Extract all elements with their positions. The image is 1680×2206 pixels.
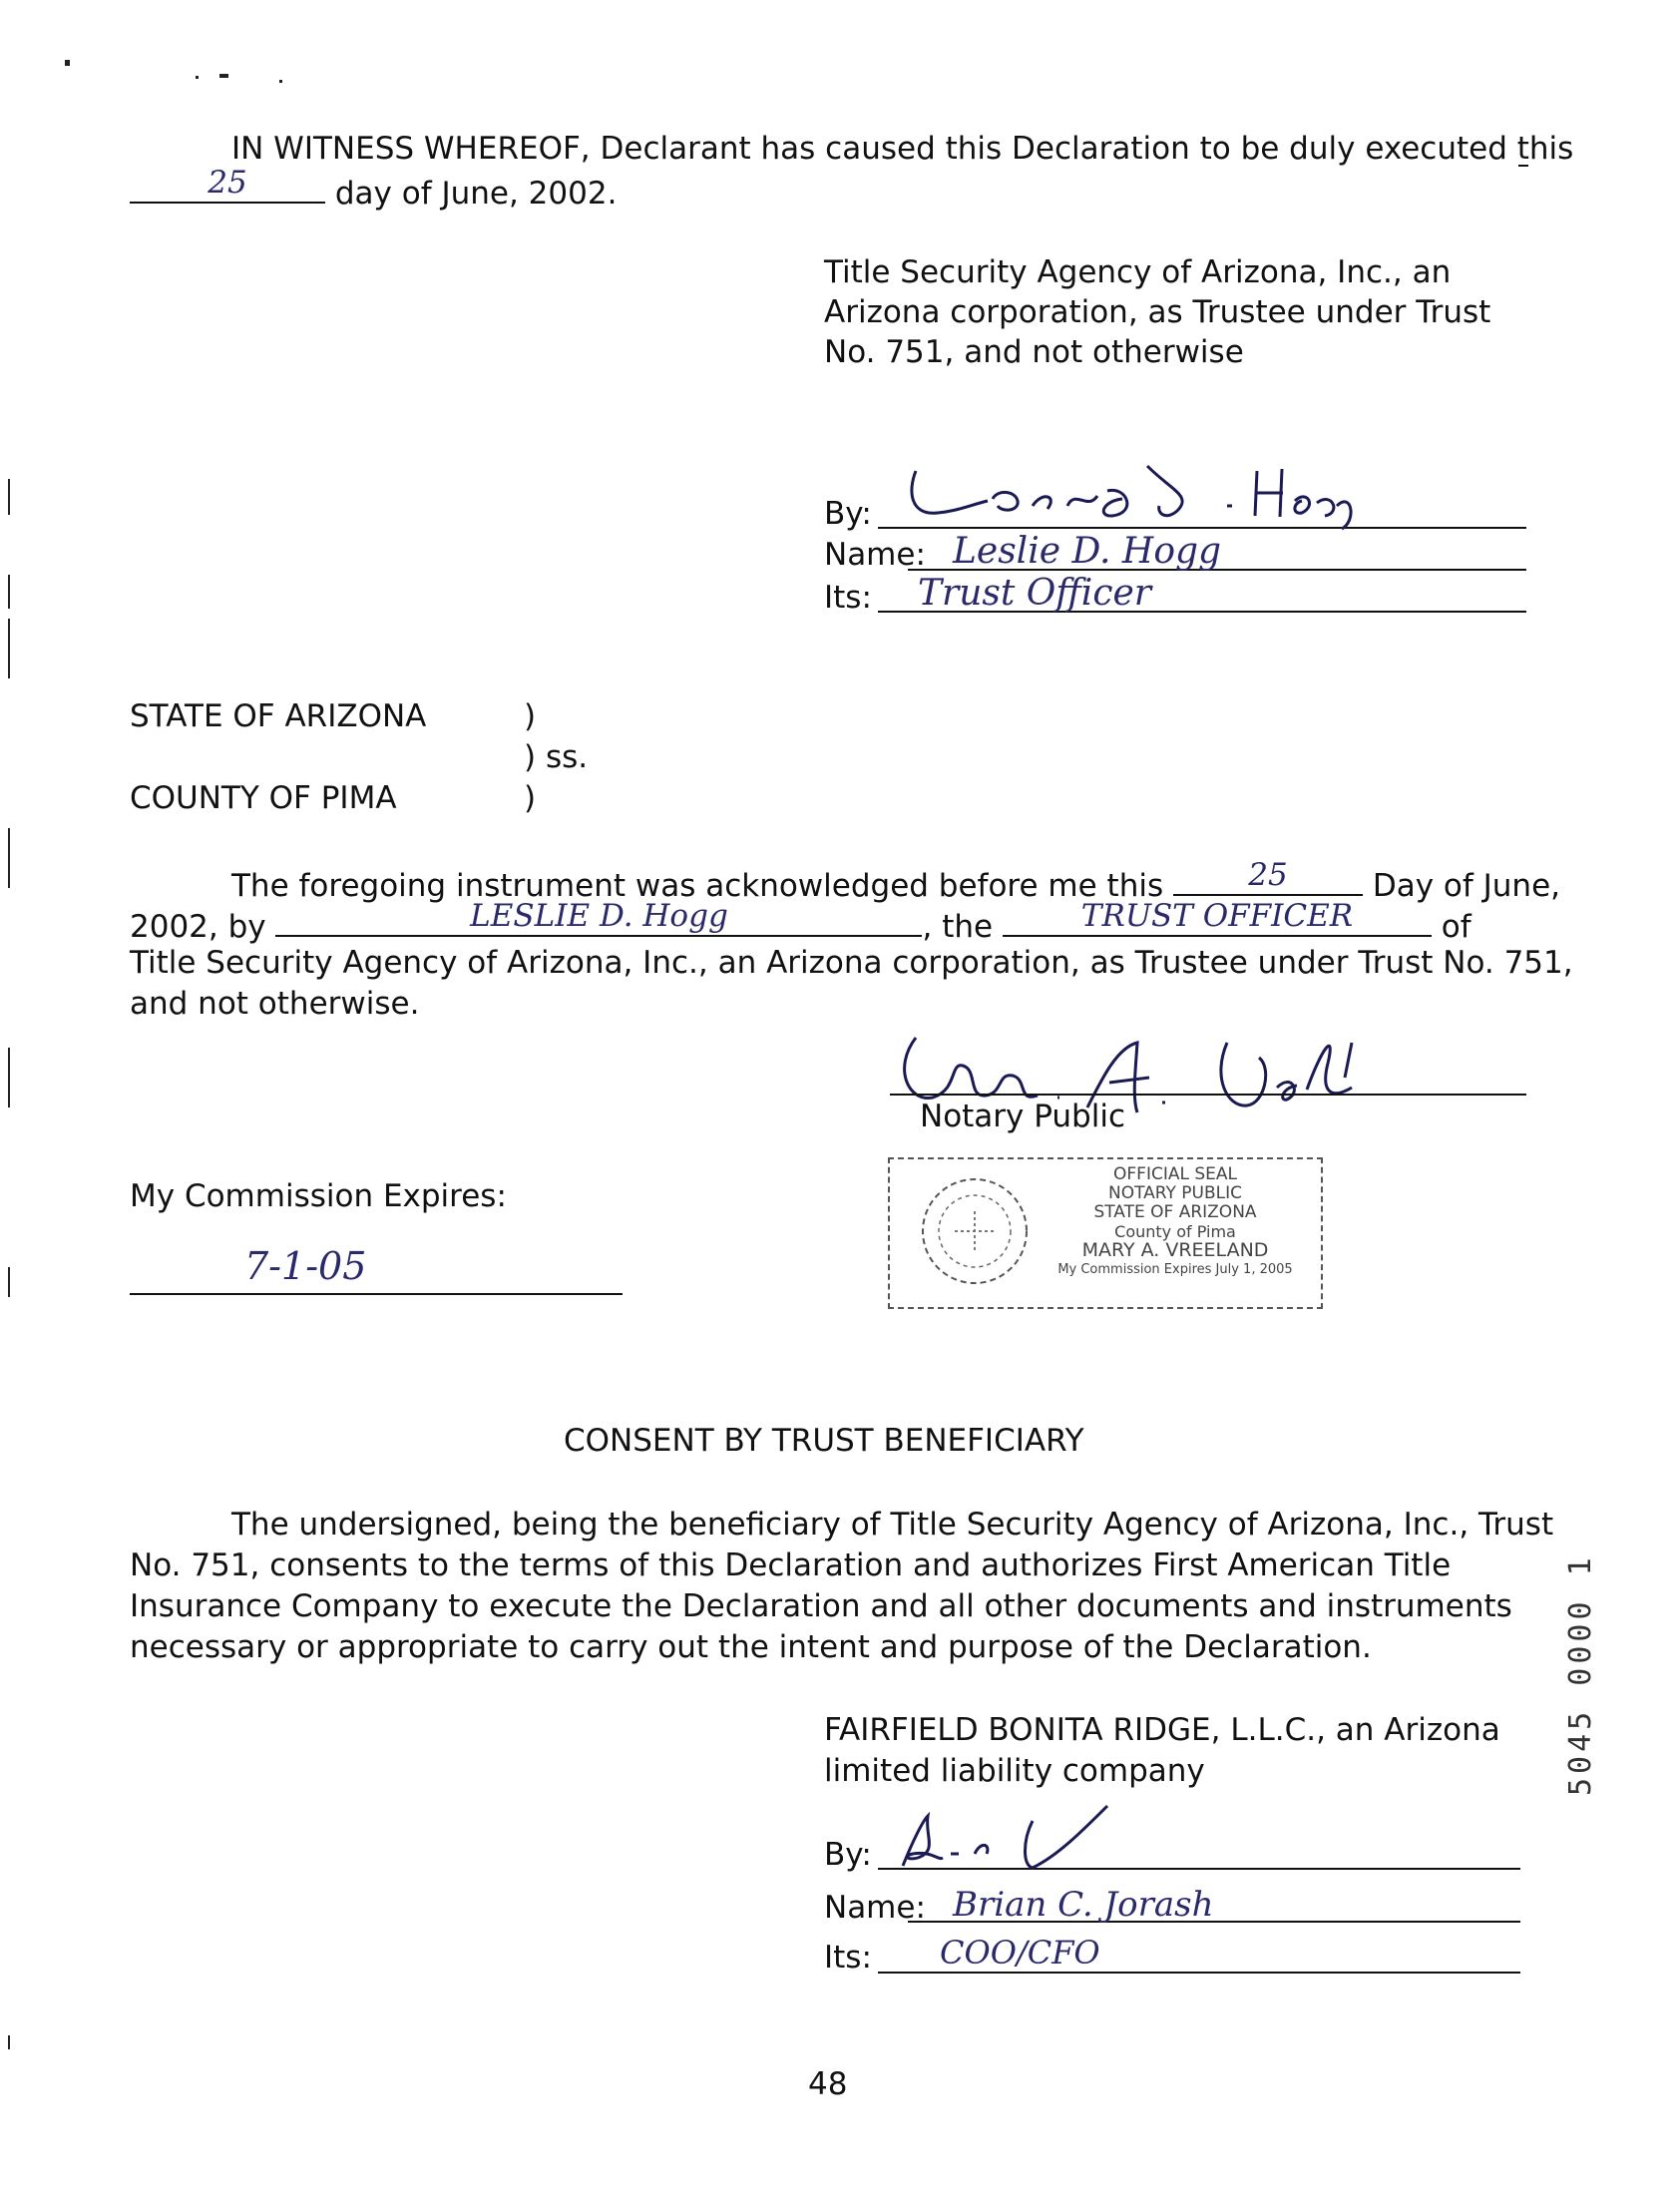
- commission-date-handwritten: 7-1-05: [244, 1244, 367, 1288]
- scan-speck: [8, 575, 10, 609]
- page-number: 48: [808, 2066, 848, 2102]
- ack-person-handwritten: LESLIE D. Hogg: [470, 898, 728, 934]
- stamp-line-6: My Commission Expires July 1, 2005: [1057, 1262, 1293, 1277]
- stamp-line-1: OFFICIAL SEAL: [1113, 1164, 1237, 1184]
- ack-part-1: The foregoing instrument was acknowledged before me this: [231, 868, 1164, 904]
- scan-speck: [196, 76, 199, 79]
- scan-speck: [8, 828, 10, 888]
- ack-line-3: Title Security Agency of Arizona, Inc., an Arizona corporation, as Trustee under Trust No. 751,: [130, 945, 1573, 981]
- notary-stamp: [888, 1157, 1323, 1309]
- witness-day-text: day of June, 2002.: [334, 176, 618, 212]
- witness-line-1: IN WITNESS WHEREOF, Declarant has caused this Declaration to be duly executed this: [231, 131, 1574, 167]
- ack-day-handwritten: 25: [1248, 857, 1288, 893]
- trustee-name-label: Name:: [824, 537, 926, 573]
- witness-day-blank: [130, 165, 325, 204]
- beneficiary-line-1: FAIRFIELD BONITA RIDGE, L.L.C., an Arizona: [824, 1712, 1500, 1748]
- ack-year-by: 2002, by: [130, 909, 266, 945]
- scan-speck: [65, 60, 70, 66]
- trustee-by-label: By:: [824, 496, 872, 532]
- ack-day-blank: [1173, 857, 1363, 896]
- beneficiary-signature: [883, 1796, 1182, 1876]
- ack-of: of: [1441, 909, 1471, 945]
- trustee-line-1: Title Security Agency of Arizona, Inc., an: [824, 254, 1452, 290]
- notary-seal-icon: [910, 1171, 1040, 1291]
- consent-para-3: Insurance Company to execute the Declaration and all other documents and instruments: [130, 1588, 1512, 1624]
- stamp-line-5: MARY A. VREELAND: [1081, 1239, 1269, 1261]
- scan-speck: [8, 1048, 10, 1107]
- consent-para-2: No. 751, consents to the terms of this Declaration and authorizes First American Title: [130, 1547, 1452, 1583]
- trustee-signature: [898, 451, 1357, 531]
- ack-line-4: and not otherwise.: [130, 986, 420, 1022]
- side-recording-stamp: 5045 0000 1: [1563, 1553, 1598, 1796]
- beneficiary-by-label: By:: [824, 1837, 872, 1873]
- ack-line-2: [130, 898, 1471, 948]
- beneficiary-name-handwritten: Brian C. Jorash: [953, 1885, 1214, 1925]
- stamp-line-4: County of Pima: [1114, 1222, 1236, 1241]
- beneficiary-line-2: limited liability company: [824, 1753, 1205, 1789]
- venue-paren-1: ): [524, 698, 537, 734]
- scan-speck: [8, 479, 10, 515]
- venue-county: COUNTY OF PIMA: [130, 780, 397, 816]
- commission-label: My Commission Expires:: [130, 1178, 507, 1214]
- witness-day-handwritten: 25: [208, 165, 247, 201]
- consent-heading: CONSENT BY TRUST BENEFICIARY: [564, 1423, 1084, 1459]
- scan-speck: [8, 1267, 10, 1297]
- witness-line-1-blank: [1518, 165, 1528, 167]
- ack-title-blank: [1003, 898, 1432, 937]
- venue-ss: ) ss.: [524, 739, 589, 775]
- venue-paren-3: ): [524, 780, 537, 816]
- trustee-line-3: No. 751, and not otherwise: [824, 334, 1244, 370]
- scan-speck: [279, 80, 282, 83]
- trustee-name-handwritten: Leslie D. Hogg: [953, 531, 1222, 572]
- scan-speck: [8, 2035, 10, 2049]
- commission-line: [130, 1293, 623, 1295]
- scan-speck: [8, 619, 10, 678]
- ack-part-2: Day of June,: [1372, 868, 1561, 904]
- trustee-its-handwritten: Trust Officer: [918, 573, 1151, 614]
- consent-para-1: The undersigned, being the beneficiary of Title Security Agency of Arizona, Inc., Trust: [231, 1507, 1554, 1543]
- trustee-line-2: Arizona corporation, as Trustee under Trust: [824, 294, 1491, 330]
- ack-title-handwritten: TRUST OFFICER: [1080, 898, 1354, 934]
- notary-public-label: Notary Public: [920, 1099, 1125, 1134]
- ack-the: , the: [922, 909, 994, 945]
- consent-para-4: necessary or appropriate to carry out the intent and purpose of the Declaration.: [130, 1629, 1372, 1665]
- trustee-its-label: Its:: [824, 580, 872, 616]
- beneficiary-name-label: Name:: [824, 1890, 926, 1926]
- scan-speck: [219, 74, 228, 78]
- stamp-line-3: STATE OF ARIZONA: [1093, 1202, 1257, 1222]
- beneficiary-its-handwritten: COO/CFO: [940, 1934, 1100, 1972]
- venue-state: STATE OF ARIZONA: [130, 698, 427, 734]
- ack-person-blank: [275, 898, 922, 937]
- stamp-line-2: NOTARY PUBLIC: [1107, 1183, 1243, 1203]
- witness-line-2: [130, 165, 618, 215]
- beneficiary-its-label: Its:: [824, 1940, 872, 1976]
